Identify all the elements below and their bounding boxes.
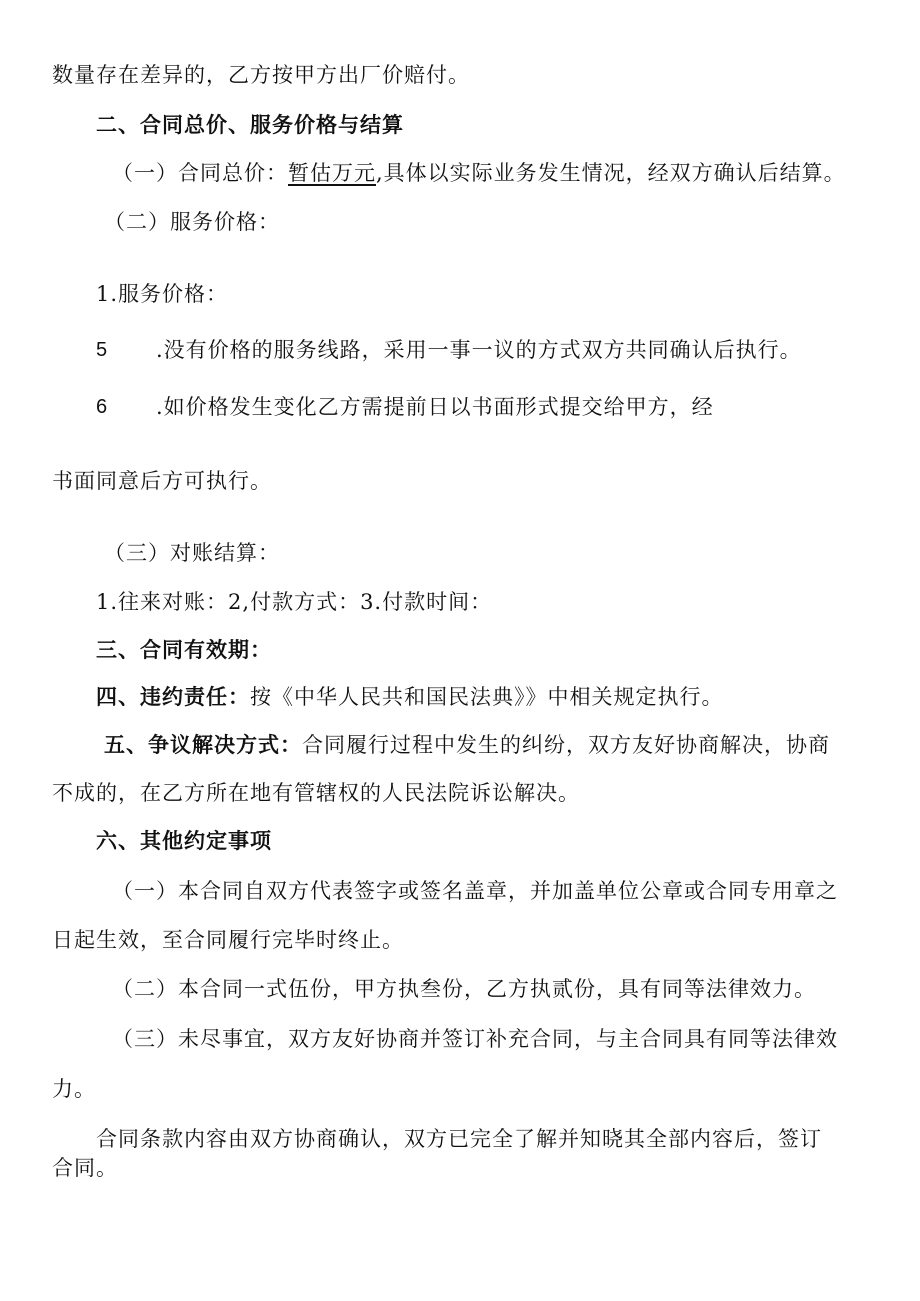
text-line: 不成的，在乙方所在地有管辖权的人民法院诉讼解决。 [52,781,580,805]
settlement-items: 1.往来对账：2,付款方式：3.付款时间： [96,590,493,614]
clause-text: ,具体以实际业务发生情况，经双方确认后结算。 [376,161,846,185]
closing-statement: 合同条款内容由双方协商确认，双方已完全了解并知晓其全部内容后，签订 [96,1127,822,1151]
clause-dispute [104,730,830,760]
clause-supplement: （三）未尽事宜，双方友好协商并签订补充合同，与主合同具有同等法律效 [112,1027,838,1051]
clause-label: （一）合同总价： [112,161,288,185]
section-heading-validity: 三、合同有效期： [96,637,272,662]
clause-text: 合同履行过程中发生的纠纷，双方友好协商解决，协商 [302,733,830,757]
section-heading-price: 二、合同总价、服务价格与结算 [96,112,404,137]
clause-settlement: （三）对账结算： [104,541,280,565]
clause-service-price: （二）服务价格： [104,210,280,234]
clause-effect: （一）本合同自双方代表签字或签名盖章，并加盖单位公章或合同专用章之 [112,879,838,903]
item-text: .没有价格的服务线路，采用一事一议的方式双方共同确认后执行。 [156,338,802,362]
text-line: 数量存在差异的，乙方按甲方出厂价赔付。 [52,63,470,87]
text-line: 日起生效，至合同履行完毕时终止。 [52,928,404,952]
item-number: 6 [96,396,108,418]
estimated-amount: 暂估万元 [288,161,376,185]
service-price-item: 1.服务价格： [96,282,229,306]
text-line: 书面同意后方可执行。 [52,469,272,493]
item-number: 5 [96,339,108,361]
clause-text: 按《中华人民共和国民法典》》中相关规定执行。 [250,685,724,709]
text-line: 力。 [52,1077,96,1101]
clause-liability [96,682,724,712]
clause-copies: （二）本合同一式伍份，甲方执叁份，乙方执贰份，具有同等法律效力。 [112,977,816,1001]
item-text: .如价格发生变化乙方需提前日以书面形式提交给甲方，经 [156,395,714,419]
section-heading-dispute: 五、争议解决方式： [104,732,302,757]
clause-total-price [112,158,846,188]
text-line: 合同。 [52,1156,118,1180]
section-heading-liability: 四、违约责任： [96,684,250,709]
section-heading-other: 六、其他约定事项 [96,828,272,853]
